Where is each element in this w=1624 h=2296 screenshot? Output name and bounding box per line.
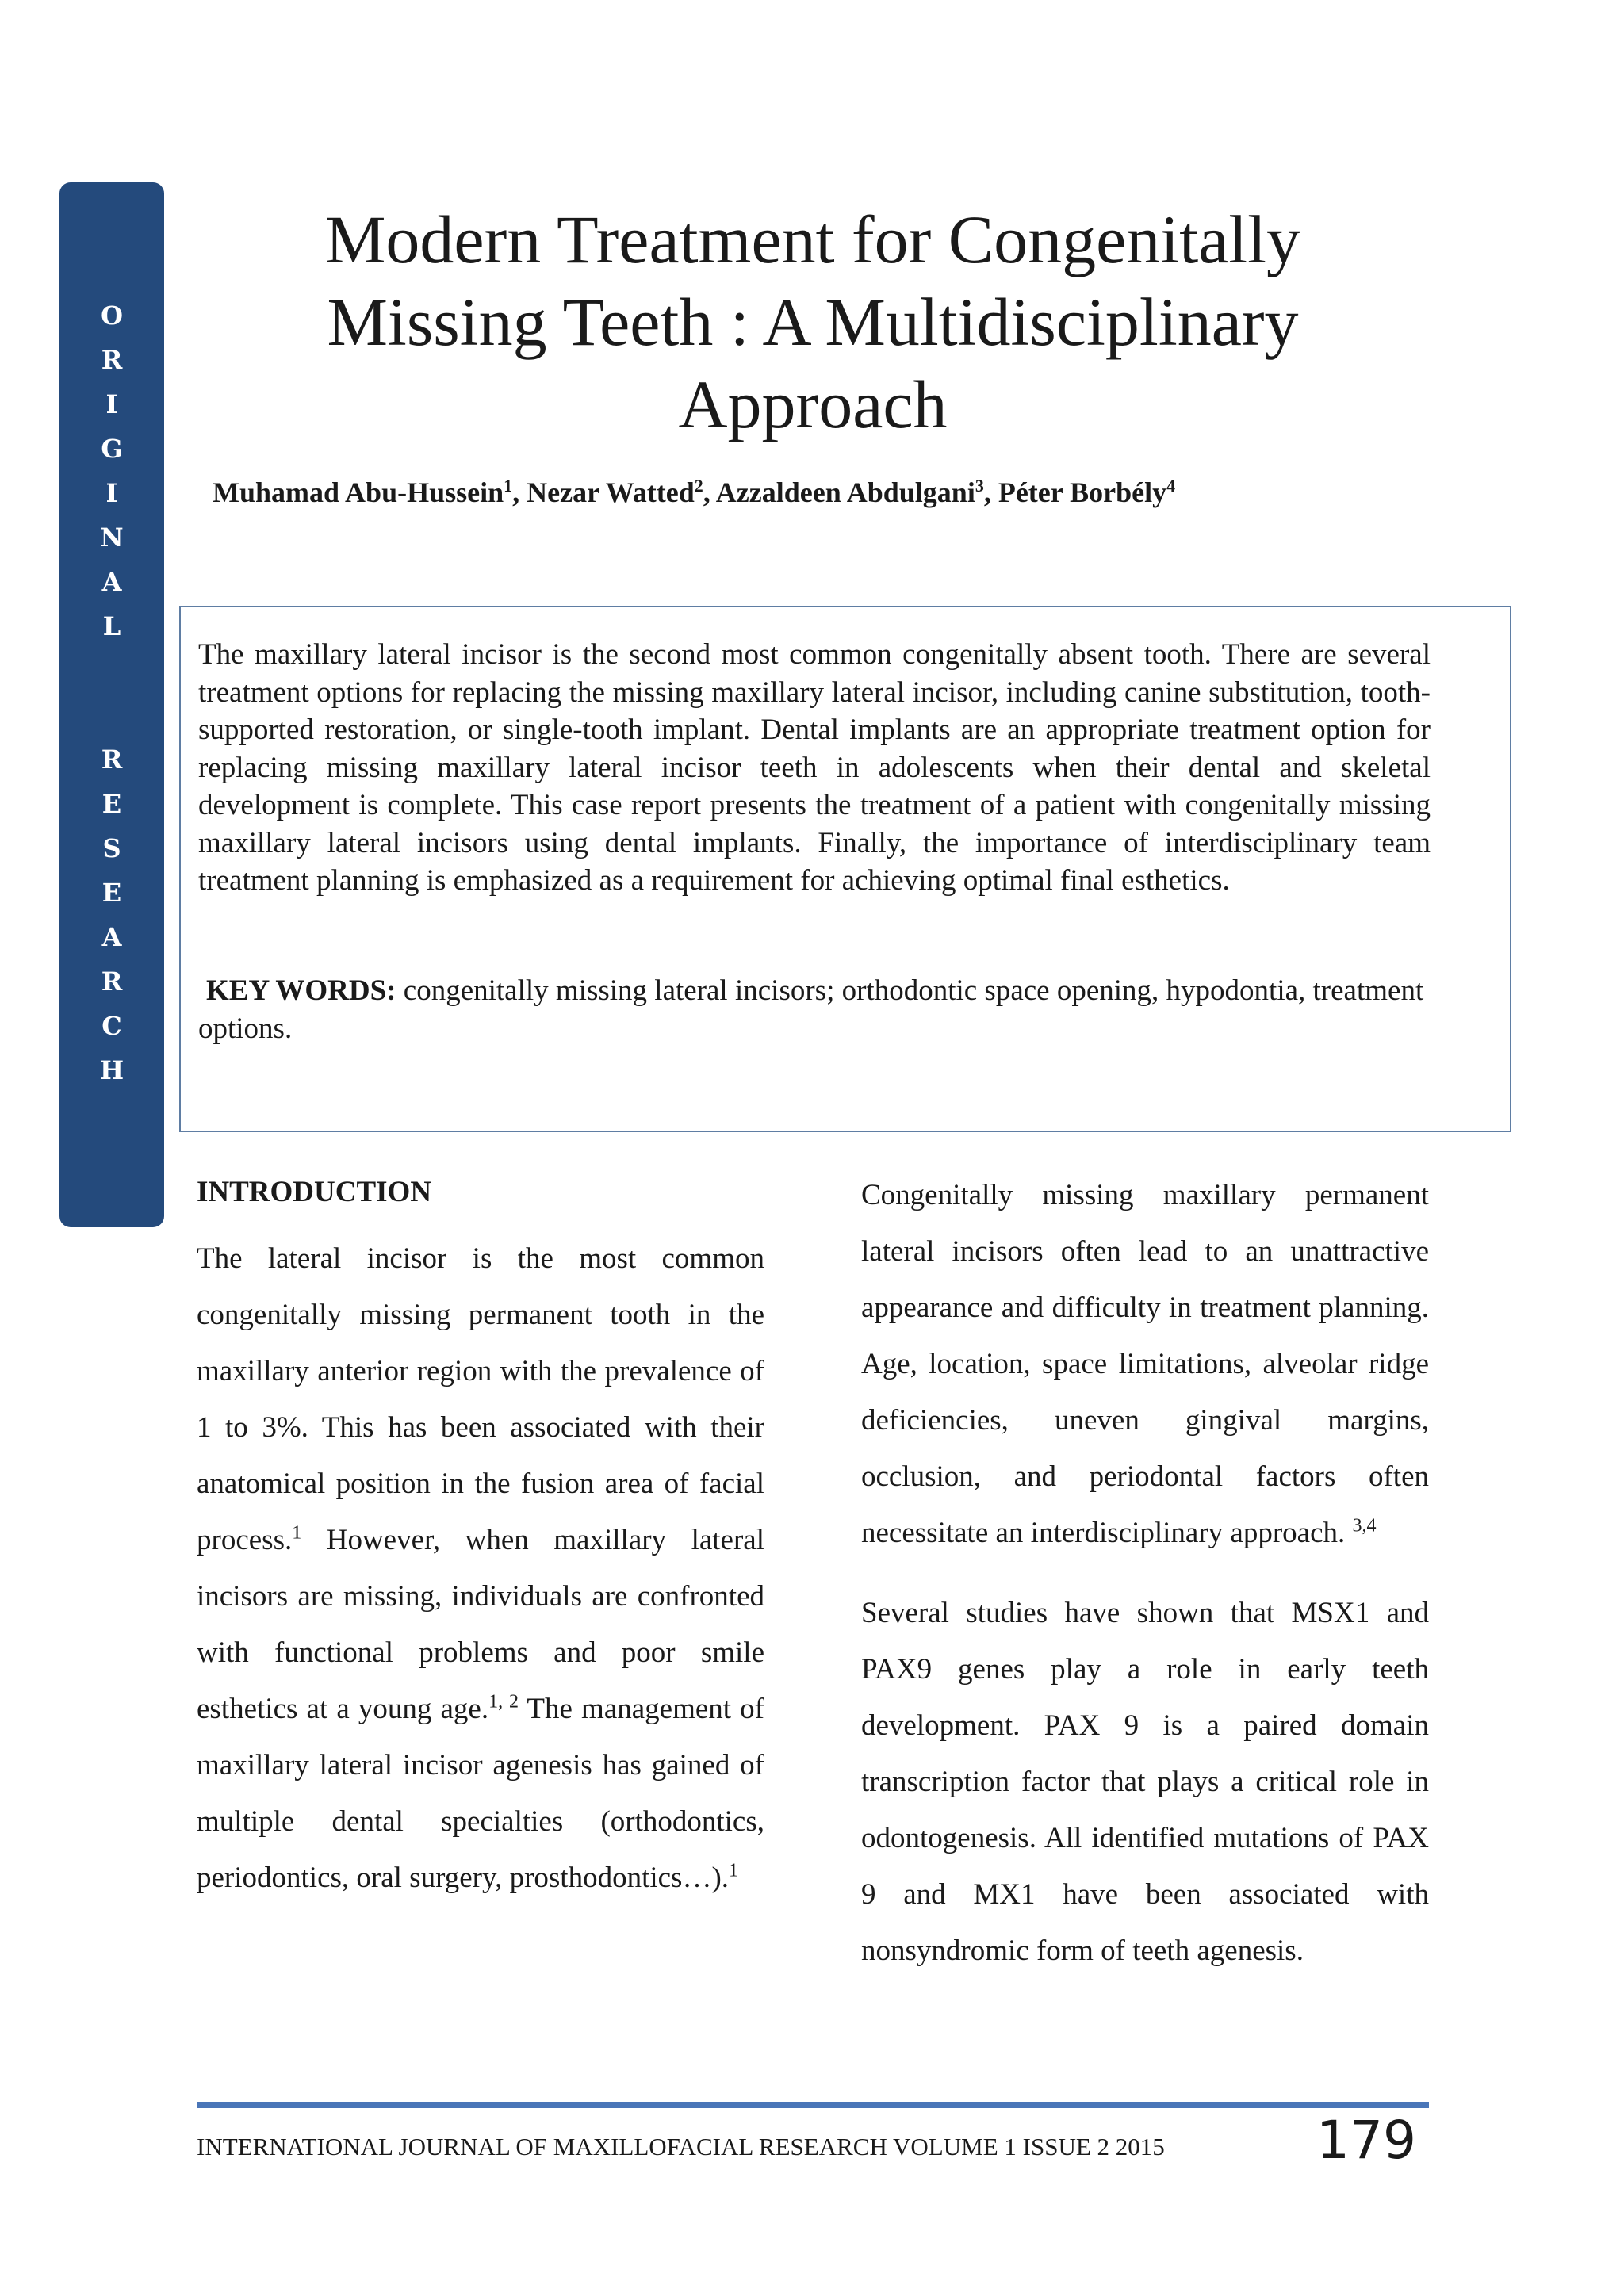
footer-rule xyxy=(197,2102,1429,2108)
author-affiliation: 3 xyxy=(975,476,984,496)
keywords-label: KEY WORDS: xyxy=(206,974,396,1007)
intro-paragraph xyxy=(197,1230,764,1906)
side-letter: L xyxy=(102,611,121,641)
citation: 3,4 xyxy=(1352,1515,1377,1536)
side-letter: O xyxy=(101,300,123,331)
author-name: Nezar Watted xyxy=(527,476,695,508)
author-name: Muhamad Abu-Hussein xyxy=(213,476,504,508)
author-affiliation: 1 xyxy=(504,476,513,496)
citation: 1, 2 xyxy=(488,1691,519,1712)
intro-text-part: The lateral incisor is the most common congenitally missing permanent tooth in the maxillary anterior region with the prevalence of 1 to 3%. This has been associated with their anatomical position in the fusion area of facial process. xyxy=(197,1242,764,1556)
body-paragraph: Several studies have shown that MSX1 and PAX9 genes play a role in early teeth development. PAX 9 is a paired domain transcription factor that plays a critical role in odontogenesis. All identified mutations of PAX 9 and MX1 have been associated with nonsyndromic form of teeth agenesis. xyxy=(861,1597,1429,1967)
side-tab-word-research xyxy=(59,737,164,1093)
side-letter: R xyxy=(101,966,123,997)
body-text: Congenitally missing maxillary permanent lateral incisors often lead to an unattractive appearance and difficulty in treatment planning. Age, location, space limitations, alveolar ridge deficiencies, uneven gingival margins, occlusion, and periodontal factors often necessitate an interdisciplinary approach. xyxy=(861,1179,1429,1549)
side-letter: N xyxy=(100,522,124,553)
journal-footer: INTERNATIONAL JOURNAL OF MAXILLOFACIAL RESEARCH VOLUME 1 ISSUE 2 2015 xyxy=(197,2133,1165,2160)
abstract-text: The maxillary lateral incisor is the second most common congenitally absent tooth. There are several treatment options for replacing the missing maxillary lateral incisor, including canine substitution, tooth-supported restoration, or single-tooth implant. Dental implants are an appropriate treatment option for replacing missing maxillary lateral incisor teeth in adolescents when their dental and skeletal development is complete. This case report presents the treatment of a patient with congenitally missing maxillary lateral incisors using dental implants. Finally, the importance of interdisciplinary team treatment planning is emphasized as a requirement for achieving optimal final esthetics. xyxy=(198,638,1431,897)
article-title: Modern Treatment for Congenitally Missing Teeth : A Multidisciplinary Approach xyxy=(324,201,1301,442)
side-letter: H xyxy=(99,1055,124,1085)
section-heading-introduction: INTRODUCTION xyxy=(197,1176,432,1208)
page-number: 179 xyxy=(1316,2110,1416,2171)
author-name: Azzaldeen Abdulgani xyxy=(715,476,975,508)
intro-text-part: However, when maxillary lateral incisors are missing, individuals are confronted with functional problems and poor smile esthetics at a young age. xyxy=(197,1524,764,1725)
side-letter: I xyxy=(105,478,118,508)
citation: 1 xyxy=(729,1860,739,1881)
side-letter: I xyxy=(105,389,118,419)
side-letter: R xyxy=(101,744,123,775)
right-column xyxy=(861,1167,1429,1979)
keywords-list: congenitally missing lateral incisors; orthodontic space opening, hypodontia, treatment options. xyxy=(198,974,1424,1045)
article-type-tab xyxy=(59,182,164,1227)
intro-text-part: The management of maxillary lateral incisor agenesis has gained of multiple dental specialties (orthodontics, periodontics, oral surgery, prosthodontics…). xyxy=(197,1693,764,1894)
side-letter: E xyxy=(102,789,122,819)
body-paragraph xyxy=(861,1167,1429,1561)
side-tab-word-original xyxy=(59,293,164,649)
author-separator: , xyxy=(703,476,716,508)
author-list xyxy=(213,476,1175,509)
side-letter: E xyxy=(102,878,122,908)
side-letter: C xyxy=(102,1011,122,1041)
abstract-box xyxy=(179,606,1511,1132)
side-letter: G xyxy=(101,434,123,464)
left-column xyxy=(197,1167,764,1906)
author-separator: , xyxy=(512,476,527,508)
side-letter: S xyxy=(102,833,121,863)
side-letter: A xyxy=(102,922,122,952)
author-name: Péter Borbély xyxy=(998,476,1167,508)
citation: 1 xyxy=(292,1522,302,1544)
author-affiliation: 2 xyxy=(694,476,703,496)
author-separator: , xyxy=(983,476,998,508)
keywords xyxy=(198,972,1431,1047)
side-letter: A xyxy=(102,567,122,597)
author-affiliation: 4 xyxy=(1166,476,1176,496)
side-letter: R xyxy=(101,345,123,375)
